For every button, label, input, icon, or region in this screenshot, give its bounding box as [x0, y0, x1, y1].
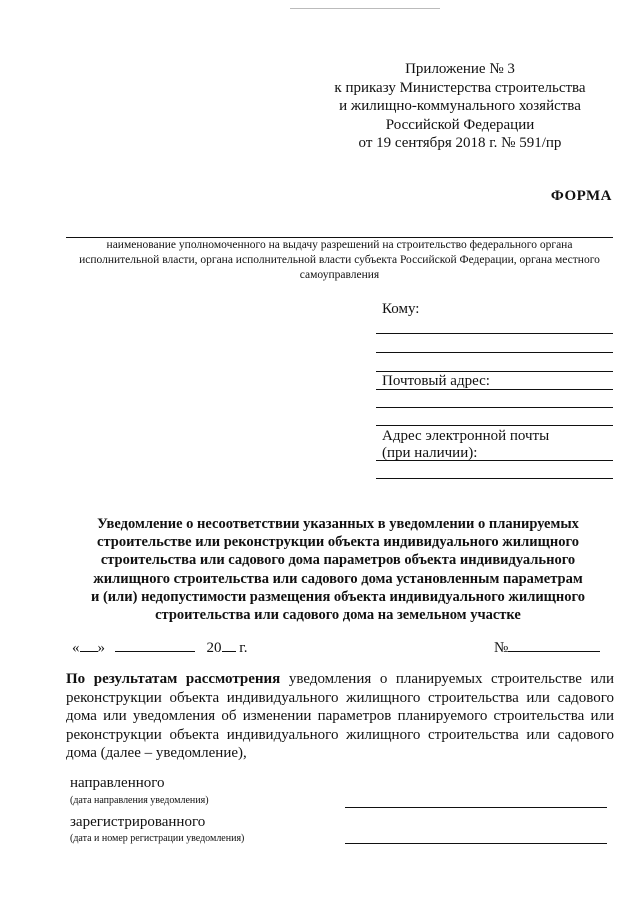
lead-bold-text: По результатам рассмотрения: [66, 671, 281, 687]
sent-label: направленного: [70, 775, 165, 791]
to-label: Кому:: [382, 301, 420, 317]
number-row: [494, 637, 600, 657]
title-line: строительства или садового дома параметров объекта индивидуального: [100, 552, 576, 569]
email-label-note: (при наличии):: [382, 445, 478, 461]
sent-hint: (дата направления уведомления): [70, 795, 209, 806]
scan-edge-line: [290, 8, 440, 9]
postal-address-line-1[interactable]: [376, 389, 613, 390]
appendix-line: Российской Федерации: [385, 116, 535, 133]
date-row: [72, 637, 247, 657]
appendix-line: к приказу Министерства строительства: [334, 79, 586, 96]
postal-address-line-3[interactable]: [376, 425, 613, 426]
registered-label: зарегистрированного: [70, 814, 206, 830]
title-line: строительстве или реконструкции объекта индивидуального жилищного: [97, 534, 579, 551]
postal-address-line-2[interactable]: [376, 407, 613, 408]
appendix-line: от 19 сентября 2018 г. № 591/пр: [358, 135, 562, 151]
year-suffix: г.: [235, 640, 248, 656]
email-line-1[interactable]: [376, 460, 613, 461]
to-field-line-2[interactable]: [376, 352, 613, 353]
year-prefix: 20: [206, 640, 222, 656]
to-field-line-1[interactable]: [376, 333, 613, 334]
postal-address-label: Почтовый адрес:: [382, 373, 490, 389]
sent-date-field[interactable]: [345, 807, 607, 808]
form-label: ФОРМА: [550, 188, 612, 204]
title-line: Уведомление о несоответствии указанных в уведомлении о планируемых: [97, 516, 579, 532]
body-paragraph: [66, 670, 614, 763]
registered-hint: (дата и номер регистрации уведомления): [70, 833, 245, 844]
notice-title: [60, 515, 616, 624]
body-line: дома (далее – уведомление),: [66, 745, 247, 762]
open-quote: «: [72, 640, 80, 656]
title-line: и (или) недопустимости размещения объекта индивидуального жилищного: [90, 588, 586, 605]
email-label: Адрес электронной почты: [382, 428, 550, 444]
appendix-header: [330, 60, 590, 153]
body-line: реконструкции объекта индивидуального жилищного строительства или садового: [66, 689, 614, 706]
close-quote: »: [97, 640, 105, 656]
title-line: строительства или садового дома на земельном участке: [155, 607, 521, 624]
appendix-line: и жилищно-коммунального хозяйства: [339, 98, 581, 114]
appendix-line: Приложение № 3: [405, 61, 515, 77]
number-field[interactable]: [508, 637, 600, 652]
month-field[interactable]: [115, 637, 195, 652]
body-line: уведомления о планируемых строительстве или: [280, 671, 614, 687]
email-line-2[interactable]: [376, 478, 613, 479]
title-line: жилищного строительства или садового дома установленным параметрам: [93, 570, 583, 587]
registration-field[interactable]: [345, 843, 607, 844]
body-line: реконструкции объекта индивидуального жилищного строительства или садового: [66, 726, 614, 743]
authority-name-caption: наименование уполномоченного на выдачу разрешений на строительство федерального органа исполнительной власти, органа исполнительной власти субъекта Российской Федерации, органа местного самоуправления: [79, 239, 600, 281]
day-field[interactable]: [80, 637, 98, 652]
number-sign: №: [494, 640, 509, 656]
body-line: дома или уведомления об изменении параметров планируемого строительства или: [66, 708, 614, 725]
year-field[interactable]: [222, 637, 236, 652]
